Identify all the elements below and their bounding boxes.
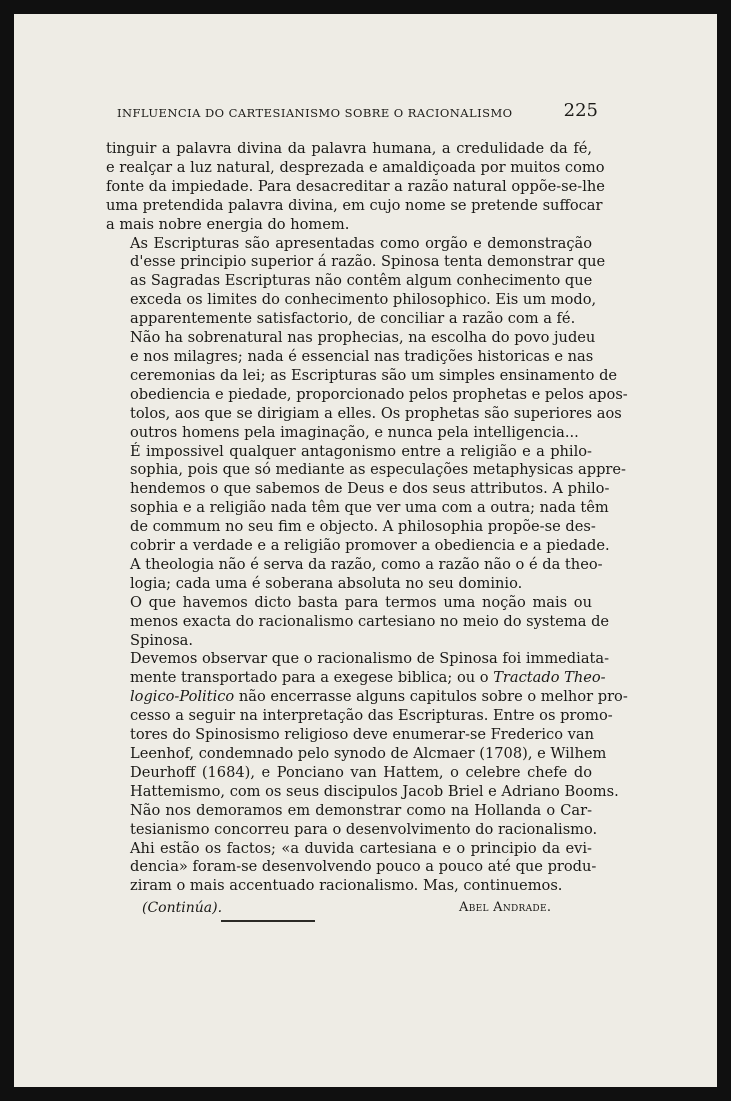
text-line: As Escripturas são apresentadas como orgão e demonstração (130, 234, 592, 252)
section-divider (221, 920, 315, 922)
paragraph (106, 329, 628, 442)
italic-title: Tractado Theo- (493, 669, 606, 687)
text-line: de commum no seu fim e objecto. A philosophia propõe-se des- (130, 518, 596, 536)
continued-note: (Continúa). (142, 900, 223, 917)
text-segment: mente transportado para a exegese biblica; ou o (130, 669, 494, 687)
paragraph (106, 234, 606, 330)
text-line: menos exacta do racionalismo cartesiano no meio do systema de (130, 612, 610, 630)
author-signature: Abel Andrade. (459, 900, 552, 916)
text-line: sophia, pois que só mediante as especulações metaphysicas appre- (130, 461, 626, 479)
text-line: uma pretendida palavra divina, em cujo nome se pretende suffocar (106, 196, 603, 214)
text-line: e realçar a luz natural, desprezada e amaldiçoada por muitos como (106, 158, 605, 176)
paragraph (106, 442, 626, 594)
text-line: fonte da impiedade. Para desacreditar a razão natural oppõe-se-lhe (106, 177, 605, 195)
text-line: O que havemos dicto basta para termos uma noção mais ou (130, 593, 592, 611)
text-line: tesianismo concorreu para o desenvolvimento do racionalismo. (130, 820, 598, 838)
text-line: logia; cada uma é soberana absoluta no seu dominio. (130, 574, 523, 592)
text-line: sophia e a religião nada têm que ver uma com a outra; nada têm (130, 499, 609, 517)
text-line: Devemos observar que o racionalismo de Spinosa foi immediata- (130, 650, 610, 668)
signature-row (106, 897, 592, 919)
text-line: tinguir a palavra divina da palavra humana, a credulidade da fé, (106, 140, 592, 157)
text-line: a mais nobre energia do homem. (106, 215, 350, 233)
body-text (106, 140, 628, 919)
text-line: Deurhoff (1684), e Ponciano van Hattem, o celebre chefe do (130, 763, 592, 781)
text-line: outros homens pela imaginação, e nunca pela intelligencia... (130, 423, 579, 441)
text-line: cobrir a verdade e a religião promover a obediencia e a piedade. (130, 537, 610, 555)
text-line: exceda os limites do conhecimento philosophico. Eis um modo, (130, 291, 597, 309)
text-line: dencia» foram-se desenvolvendo pouco a pouco até que produ- (130, 858, 597, 876)
text-line: Spinosa. (130, 631, 194, 649)
text-line (106, 688, 628, 707)
text-line: A theologia não é serva da razão, como a razão não o é da theo- (130, 555, 603, 573)
text-line: obediencia e piedade, proporcionado pelos prophetas e pelos apos- (130, 385, 628, 403)
paragraph-with-italic (106, 650, 628, 801)
paragraph-group (106, 140, 628, 650)
paragraph (106, 140, 605, 235)
text-line: hendemos o que sabemos de Deus e dos seus attributos. A philo- (130, 480, 610, 498)
text-line: tores do Spinosismo religioso deve enumerar-se Frederico van (130, 726, 594, 744)
text-line: Não ha sobrenatural nas prophecias, na escolha do povo judeu (130, 329, 596, 347)
text-line: ziram o mais accentuado racionalismo. Mas, continuemos. (130, 877, 563, 895)
text-line: apparentemente satisfactorio, de conciliar a razão com a fé. (130, 310, 576, 328)
text-line: tolos, aos que se dirigiam a elles. Os prophetas são superiores aos (130, 404, 622, 422)
text-line: d'esse principio superior á razão. Spinosa tenta demonstrar que (130, 253, 606, 271)
text-line: Ahi estão os factos; «a duvida cartesiana e o principio da evi- (130, 839, 592, 857)
text-segment: não encerrasse alguns capitulos sobre o melhor pro- (234, 688, 628, 706)
italic-title: logico-Politico (130, 688, 235, 706)
text-line (106, 669, 606, 688)
text-line: Hattemismo, com os seus discipulos Jacob Briel e Adriano Booms. (130, 782, 619, 800)
page-header (117, 100, 598, 124)
paragraph-last (106, 801, 598, 897)
paragraph (106, 593, 610, 651)
text-line: cesso a seguir na interpretação das Escripturas. Entre os promo- (130, 707, 613, 725)
text-line: Não nos demoramos em demonstrar como na Hollanda o Car- (130, 801, 592, 819)
running-title: INFLUENCIA DO CARTESIANISMO SOBRE O RACIONALISMO (117, 106, 513, 120)
text-line: as Sagradas Escripturas não contêm algum conhecimento que (130, 272, 593, 290)
text-line: Leenhof, condemnado pelo synodo de Alcmaer (1708), e Wilhem (130, 745, 607, 762)
book-page (14, 14, 717, 1087)
text-line: e nos milagres; nada é essencial nas tradições historicas e nas (130, 347, 594, 365)
text-line: ceremonias da lei; as Escripturas são um simples ensinamento de (130, 366, 618, 384)
text-line: É impossivel qualquer antagonismo entre a religião e a philo- (130, 442, 592, 460)
page-number: 225 (563, 100, 598, 121)
